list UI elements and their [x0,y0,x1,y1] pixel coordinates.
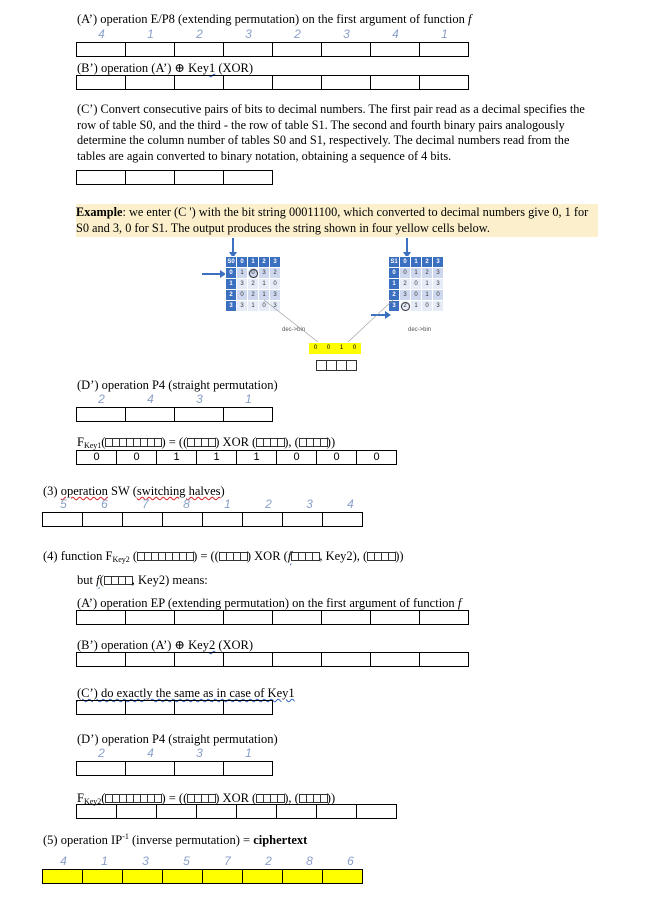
step-a1-text: (A’) operation E/P8 (extending permutation) on the first argument of function f [77,12,472,26]
step-b2-text: (B’) operation (A’) ⊕ Key2 (XOR) [77,638,254,652]
fkey1-cells[interactable]: 0 0 1 1 1 0 0 0 [76,450,397,465]
fkey2-function-text: (4) function $F_{Key2}$ ( ) = (( ) XOR (f , Key2), ( )) [43,549,404,564]
step-a2-cells[interactable] [76,610,469,625]
sw-cells[interactable] [42,512,363,527]
fkey1-formula: $F_{Key1}$( ) = (( ) XOR ( ), ( )) [77,435,336,450]
fkey2-cells[interactable] [76,804,397,819]
step-b2-cells[interactable] [76,652,469,667]
s1-table: S1 0 1 2 3 0 0 1 2 3 1 2 0 1 3 2 3 0 1 0 3 2 1 0 3 [388,256,444,312]
s0-table: S0 0 1 2 3 0 1 0 3 2 1 3 2 1 0 2 0 2 1 3 3 3 1 0 3 [225,256,281,312]
step-c2-cells[interactable] [76,700,273,715]
sw-hints: 5 6 7 8 1 2 3 4 [60,497,354,511]
step-d1-cells[interactable] [76,407,273,422]
fkey2-formula: $F_{Key2}$( ) = (( ) XOR ( ), ( )) [77,791,336,806]
step-d2-cells[interactable] [76,761,273,776]
step-d2-text: (D’) operation P4 (straight permutation) [77,732,278,746]
step-d1-hints: 2 4 3 1 [98,392,252,406]
step-a2-text: (A’) operation EP (extending permutation) on the first argument of function f [77,596,462,610]
example-paragraph: Example: we enter (C ') with the bit string 00011100, which converted to decimal numbers give 0, 1 for S0 and 3, 0 for S1. The output produces the string shown in four yellow cells below. [76,204,598,237]
diagram-connectors [0,0,670,360]
step-d1-text: (D’) operation P4 (straight permutation) [77,378,278,392]
ip-hints: 4 1 3 5 7 2 8 6 [60,854,354,868]
ciphertext-cells[interactable] [42,869,363,884]
step-a1-hints: 4 1 2 3 2 3 4 1 [98,27,448,41]
but-f-text: but f( , Key2) means: [77,573,208,587]
sbox-output-bits: 0 0 1 0 [309,343,361,354]
step-d2-hints: 2 4 3 1 [98,746,252,760]
step-c2-text: (C’) do exactly the same as in case of Key1 [77,686,295,700]
s1-dec-bin-label: dec->bin [408,327,432,333]
sw-text: (3) operation SW (switching halves) [43,484,225,498]
step-b1-text: (B’) operation (A’) ⊕ Key1 (XOR) [77,61,254,75]
ip-inverse-text: (5) operation $IP^{-1}$ (inverse permutation) = ciphertext [43,832,308,847]
s0-dec-bin-label: dec->bin [282,327,306,333]
empty-bit-squares [316,359,356,374]
step-c1-text: (C’) Convert consecutive pairs of bits to decimal numbers. The first pair read as a decimal specifies the row of table S0, and the third - the row of table S1. The second and fourth binary pairs analogously determine the column number of tables S0 and S1, respectively. The decimal numbers read from the tables are again converted to binary notation, obtaining a sequence of 4 bits. [77,102,585,163]
